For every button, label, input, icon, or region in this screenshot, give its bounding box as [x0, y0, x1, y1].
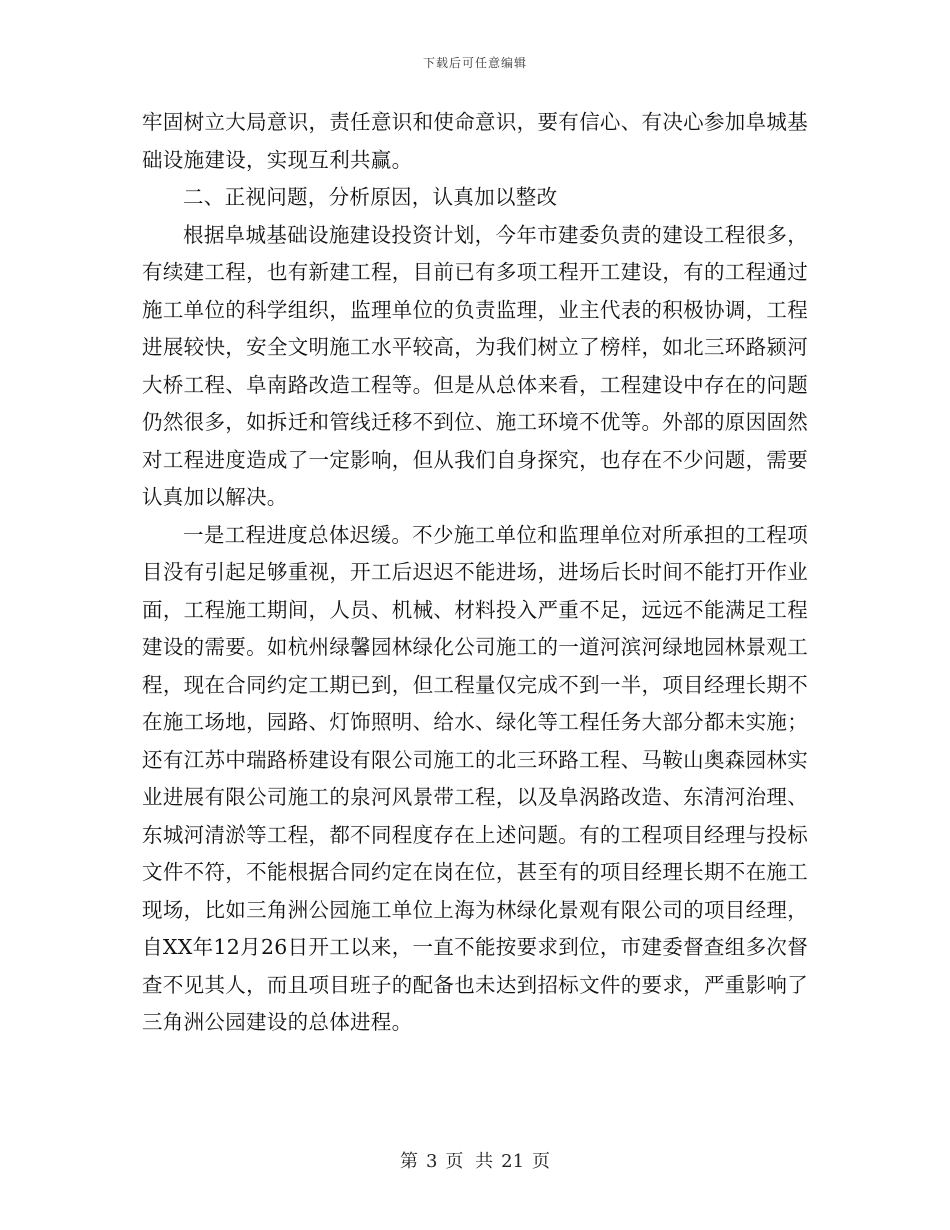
page-footer	[0, 1147, 950, 1173]
document-body	[142, 104, 808, 1042]
total-pages-number: 21	[501, 1151, 525, 1172]
paragraph-3: 根据阜城基础设施建设投资计划，今年市建委负责的建设工程很多，有续建工程，也有新建工程，目前已有多项工程开工建设，有的工程通过施工单位的科学组织，监理单位的负责监理，业主代表的积极协调，工程进展较快，安全文明施工水平较高，为我们树立了榜样，如北三环路颍河大桥工程、阜南路改造工程等。但是从总体来看，工程建设中存在的问题仍然很多，如拆迁和管线迁移不到位、施工环境不优等。外部的原因固然对工程进度造成了一定影响，但从我们自身探究，也存在不少问题，需要认真加以解决。	[142, 222, 808, 509]
footer-prefix: 第	[399, 1151, 418, 1172]
page-header: 下载后可任意编辑	[422, 56, 527, 70]
paragraph-1: 牢固树立大局意识，责任意识和使命意识，要有信心、有决心参加阜城基础设施建设，实现互利共赢。	[142, 110, 808, 172]
paragraph-4: 一是工程进度总体迟缓。不少施工单位和监理单位对所承担的工程项目没有引起足够重视，开工后迟迟不能进场，进场后长时间不能打开作业面，工程施工期间，人员、机械、材料投入严重不足，远远不能满足工程建设的需要。如杭州绿馨园林绿化公司施工的一道河滨河绿地园林景观工程，现在合同约定工期已到，但工程量仅完成不到一半，项目经理长期不在施工场地，园路、灯饰照明、给水、绿化等工程任务大部分都未实施；还有江苏中瑞路桥建设有限公司施工的北三环路工程、马鞍山奥森园林实业进展有限公司施工的泉河风景带工程，以及阜涡路改造、东清河治理、东城河清淤等工程，都不同程度存在上述问题。有的工程项目经理与投标文件不符，不能根据合同约定在岗在位，甚至有的项目经理长期不在施工现场，比如三角洲公园施工单位上海为林绿化景观有限公司的项目经理，自XX年12月26日开工以来，一直不能按要求到位，市建委督查组多次督查不见其人，而且项目班子的配备也未达到招标文件的要求，严重影响了三角洲公园建设的总体进程。	[142, 522, 808, 1034]
current-page-number: 3	[425, 1151, 438, 1172]
footer-suffix: 页	[532, 1151, 551, 1172]
footer-middle: 页 共	[445, 1151, 494, 1172]
section-heading: 二、正视问题，分析原因，认真加以整改	[183, 185, 558, 209]
